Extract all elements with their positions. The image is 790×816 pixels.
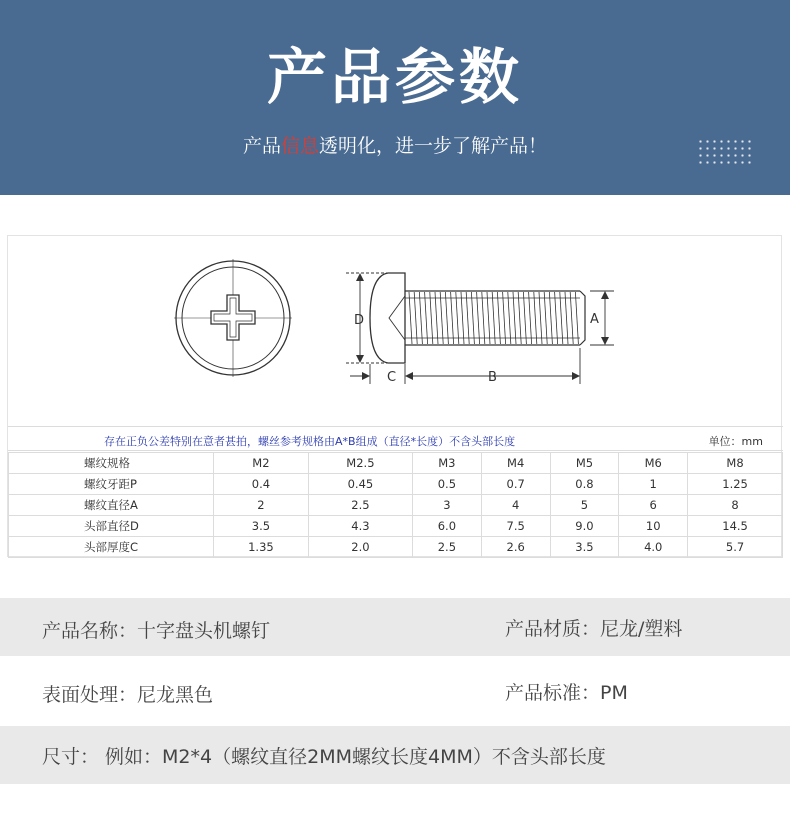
table-cell: 2.5: [412, 537, 481, 558]
dimension-label-c: C: [387, 370, 397, 385]
dimension-label-a: A: [590, 312, 599, 327]
screw-top-view: [174, 259, 292, 377]
table-cell: 2: [214, 495, 309, 516]
thread-line: [409, 292, 412, 344]
table-cell: M2.5: [308, 453, 412, 474]
dimension-label-d: D: [354, 313, 365, 328]
thread-line: [487, 292, 490, 344]
table-cell: 2.5: [308, 495, 412, 516]
thread-line: [523, 292, 526, 344]
info-row-1: [0, 598, 790, 656]
dimension-lines: [346, 273, 614, 384]
row-label: 头部厚度C: [9, 537, 214, 558]
thread-line: [539, 292, 542, 344]
table-row: [9, 537, 783, 558]
table-cell: 3.5: [214, 516, 309, 537]
thread-line: [549, 292, 552, 344]
page-subtitle: [0, 131, 790, 158]
row-label: 螺纹牙距P: [9, 474, 214, 495]
table-cell: 3: [412, 495, 481, 516]
table-row: [9, 495, 783, 516]
product-material: 产品材质：尼龙/塑料: [505, 618, 683, 640]
subtitle-part: 产品: [242, 135, 281, 157]
table-cell: M3: [412, 453, 481, 474]
table-cell: 5: [550, 495, 619, 516]
thread-line: [482, 292, 485, 344]
parameter-table: [8, 452, 783, 558]
table-cell: 1.25: [688, 474, 783, 495]
table-cell: M4: [481, 453, 550, 474]
thread-line: [451, 292, 454, 344]
screw-side-view: [370, 273, 585, 363]
thread-line: [529, 292, 532, 344]
table-cell: 9.0: [550, 516, 619, 537]
thread-line: [461, 292, 464, 344]
table-cell: 1.35: [214, 537, 309, 558]
table-row: [9, 474, 783, 495]
info-row-3: [0, 726, 790, 784]
thread-line: [534, 292, 537, 344]
thread-line: [419, 292, 422, 344]
thread-line: [565, 292, 568, 344]
thread-line: [430, 292, 433, 344]
subtitle-highlight: 信息: [280, 135, 319, 157]
table-note-row: [8, 426, 783, 451]
table-cell: 0.5: [412, 474, 481, 495]
product-standard: 产品标准：PM: [505, 682, 628, 704]
subtitle-part: 透明化，进一步了解产品！: [319, 135, 548, 157]
page-title: 产品参数: [267, 43, 523, 113]
table-cell: 4.3: [308, 516, 412, 537]
thread-line: [560, 292, 563, 344]
thread-line: [497, 292, 500, 344]
header-banner: [0, 0, 790, 195]
table-cell: 3.5: [550, 537, 619, 558]
thread-line: [456, 292, 459, 344]
thread-line: [503, 292, 506, 344]
table-cell: 0.7: [481, 474, 550, 495]
size-info: 尺寸： 例如：M2*4（螺纹直径2MM螺纹长度4MM）不含头部长度: [42, 746, 606, 768]
info-row-2: [0, 656, 790, 726]
dot-pattern-decoration: [697, 138, 753, 166]
table-cell: 10: [619, 516, 688, 537]
thread-line: [518, 292, 521, 344]
thread-line: [425, 292, 428, 344]
row-label: 螺纹规格: [9, 453, 214, 474]
table-cell: 4.0: [619, 537, 688, 558]
thread-line: [414, 292, 417, 344]
thread-line: [513, 292, 516, 344]
table-row: [9, 453, 783, 474]
thread-line: [445, 292, 448, 344]
thread-line: [440, 292, 443, 344]
thread-line: [555, 292, 558, 344]
thread-line: [466, 292, 469, 344]
table-cell: 2.0: [308, 537, 412, 558]
table-cell: M6: [619, 453, 688, 474]
surface-treatment: 表面处理：尼龙黑色: [42, 684, 214, 706]
thread-line: [508, 292, 511, 344]
table-cell: 0.8: [550, 474, 619, 495]
table-cell: M8: [688, 453, 783, 474]
thread-line: [575, 292, 578, 344]
table-cell: 5.7: [688, 537, 783, 558]
thread-line: [544, 292, 547, 344]
row-label: 头部直径D: [9, 516, 214, 537]
table-cell: 2.6: [481, 537, 550, 558]
product-name: 产品名称：十字盘头机螺钉: [42, 620, 271, 642]
table-cell: 6.0: [412, 516, 481, 537]
thread-line: [492, 292, 495, 344]
thread-line: [435, 292, 438, 344]
dimension-label-b: B: [488, 370, 497, 385]
table-cell: 0.4: [214, 474, 309, 495]
thread-line: [477, 292, 480, 344]
thread-line: [471, 292, 474, 344]
unit-label: 单位：mm: [708, 435, 763, 448]
table-cell: M2: [214, 453, 309, 474]
table-cell: 4: [481, 495, 550, 516]
spec-panel: [7, 235, 782, 557]
table-cell: 7.5: [481, 516, 550, 537]
table-row: [9, 516, 783, 537]
table-cell: M5: [550, 453, 619, 474]
tolerance-note: 存在正负公差特别在意者甚拍，螺丝参考规格由A*B组成（直径*长度）不含头部长度: [104, 435, 516, 448]
table-cell: 8: [688, 495, 783, 516]
table-cell: 14.5: [688, 516, 783, 537]
table-cell: 1: [619, 474, 688, 495]
row-label: 螺纹直径A: [9, 495, 214, 516]
thread-line: [570, 292, 573, 344]
table-cell: 0.45: [308, 474, 412, 495]
table-cell: 6: [619, 495, 688, 516]
screw-diagram: [8, 236, 783, 426]
